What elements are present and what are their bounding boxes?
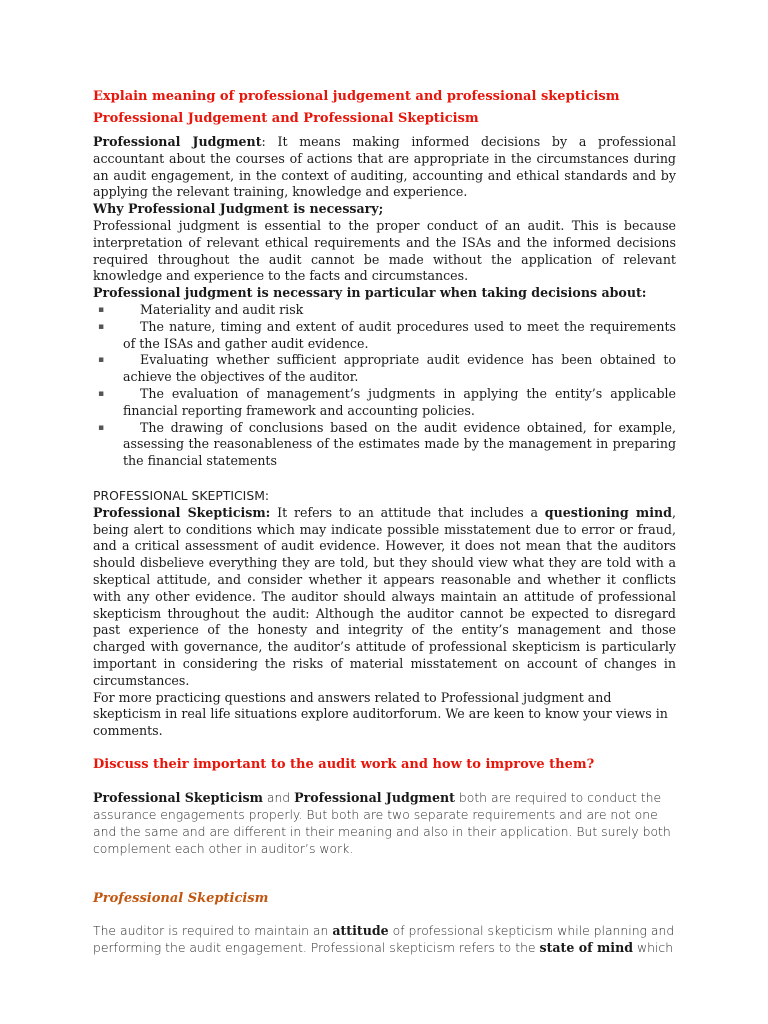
bullet-icon: ▪ bbox=[98, 355, 105, 366]
section-title: Professional Judgement and Professional Skepticism bbox=[93, 111, 479, 126]
attitude-word: attitude bbox=[332, 922, 389, 938]
necessary-heading: Professional judgment is necessary in particular when taking decisions about: bbox=[93, 285, 647, 301]
ps-term: Professional Skepticism: bbox=[93, 504, 271, 520]
question-title: Explain meaning of professional judgement and professional skepticism bbox=[93, 89, 620, 104]
list-item: ▪ The drawing of conclusions based on the audit evidence obtained, for example, assessing the reasonableness of the estimates made by the management in preparing the financial statements bbox=[98, 419, 676, 469]
pj-definition bbox=[93, 134, 676, 201]
both-paragraph: Professional Skepticism and Professional Judgment both are required to conduct the assurance engagements properly. But both are two separate requirements and are not one and the same and are different in their meaning and also in their application. But surely both complement each other in auditor’s work. bbox=[93, 789, 671, 856]
discuss-heading: Discuss their important to the audit work and how to improve them? bbox=[93, 756, 595, 772]
ps-definition: Professional Skepticism: It refers to an attitude that includes a questioning mind, being alert to conditions which may indicate possible misstatement due to error or fraud, and a critical assessment of audit evidence. However, it does not mean that the auditors should disbelieve everything they are told, but they should view what they are told with a skeptical attitude, and consider whether it appears reasonable and whether it conflicts with any other evidence. The auditor should always maintain an attitude of professional skepticism throughout the audit: Although the auditor cannot be expected to disregard past experience of the honesty and integrity of the entity’s management and those charged with governance, the auditor’s attitude of professional skepticism is particularly important in considering the risks of material misstatement on account of changes in circumstances. bbox=[93, 504, 676, 688]
pj-text: : It means making informed decisions by a professional accountant about the courses of actions that are appropriate in the circumstances during an audit engagement, in the context of auditing, accounting and ethical standards and by applying the relevant training, knowledge and experience. bbox=[93, 134, 676, 200]
list-item: ▪ The nature, timing and extent of audit procedures used to meet the requirements of the ISAs and gather audit evidence. bbox=[98, 318, 676, 351]
bullet-list bbox=[93, 302, 676, 470]
bullet-icon: ▪ bbox=[98, 422, 105, 433]
both-term-1: Professional Skepticism bbox=[93, 789, 263, 805]
bullet-icon: ▪ bbox=[98, 388, 105, 399]
bullet-icon: ▪ bbox=[98, 321, 105, 332]
bullet-icon: ▪ bbox=[98, 304, 105, 315]
document-body bbox=[93, 88, 676, 956]
both-term-2: Professional Judgment bbox=[294, 789, 455, 805]
why-text: Professional judgment is essential to the proper conduct of an audit. This is because interpretation of relevant ethical requirements and the ISAs and the informed decisions required throughout the audit cannot be made without the application of relevant knowledge and experience to the facts and circumstances. bbox=[93, 217, 676, 284]
list-item: ▪ Materiality and audit risk bbox=[98, 301, 304, 317]
attitude-paragraph: The auditor is required to maintain an attitude of professional skepticism while planning and performing the audit engagement. Professional skepticism refers to the state of mind which bbox=[93, 922, 675, 955]
pj-term: Professional Judgment bbox=[93, 134, 262, 149]
skepticism-subheading: Professional Skepticism bbox=[93, 890, 269, 906]
why-heading: Why Professional Judgment is necessary; bbox=[93, 201, 384, 217]
ps-caps-heading: PROFESSIONAL SKEPTICISM: bbox=[93, 487, 270, 503]
state-of-mind-word: state of mind bbox=[539, 939, 634, 955]
questioning-mind: questioning mind bbox=[544, 504, 672, 520]
list-item: ▪ Evaluating whether sufficient appropriate audit evidence has been obtained to achieve the objectives of the auditor. bbox=[98, 352, 676, 385]
more-info-text: For more practicing questions and answers related to Professional judgment and skepticism in real life situations explore auditorforum. We are keen to know your views in comments. bbox=[93, 689, 668, 739]
list-item: ▪ The evaluation of management’s judgments in applying the entity’s applicable financial reporting framework and accounting policies. bbox=[98, 385, 676, 418]
